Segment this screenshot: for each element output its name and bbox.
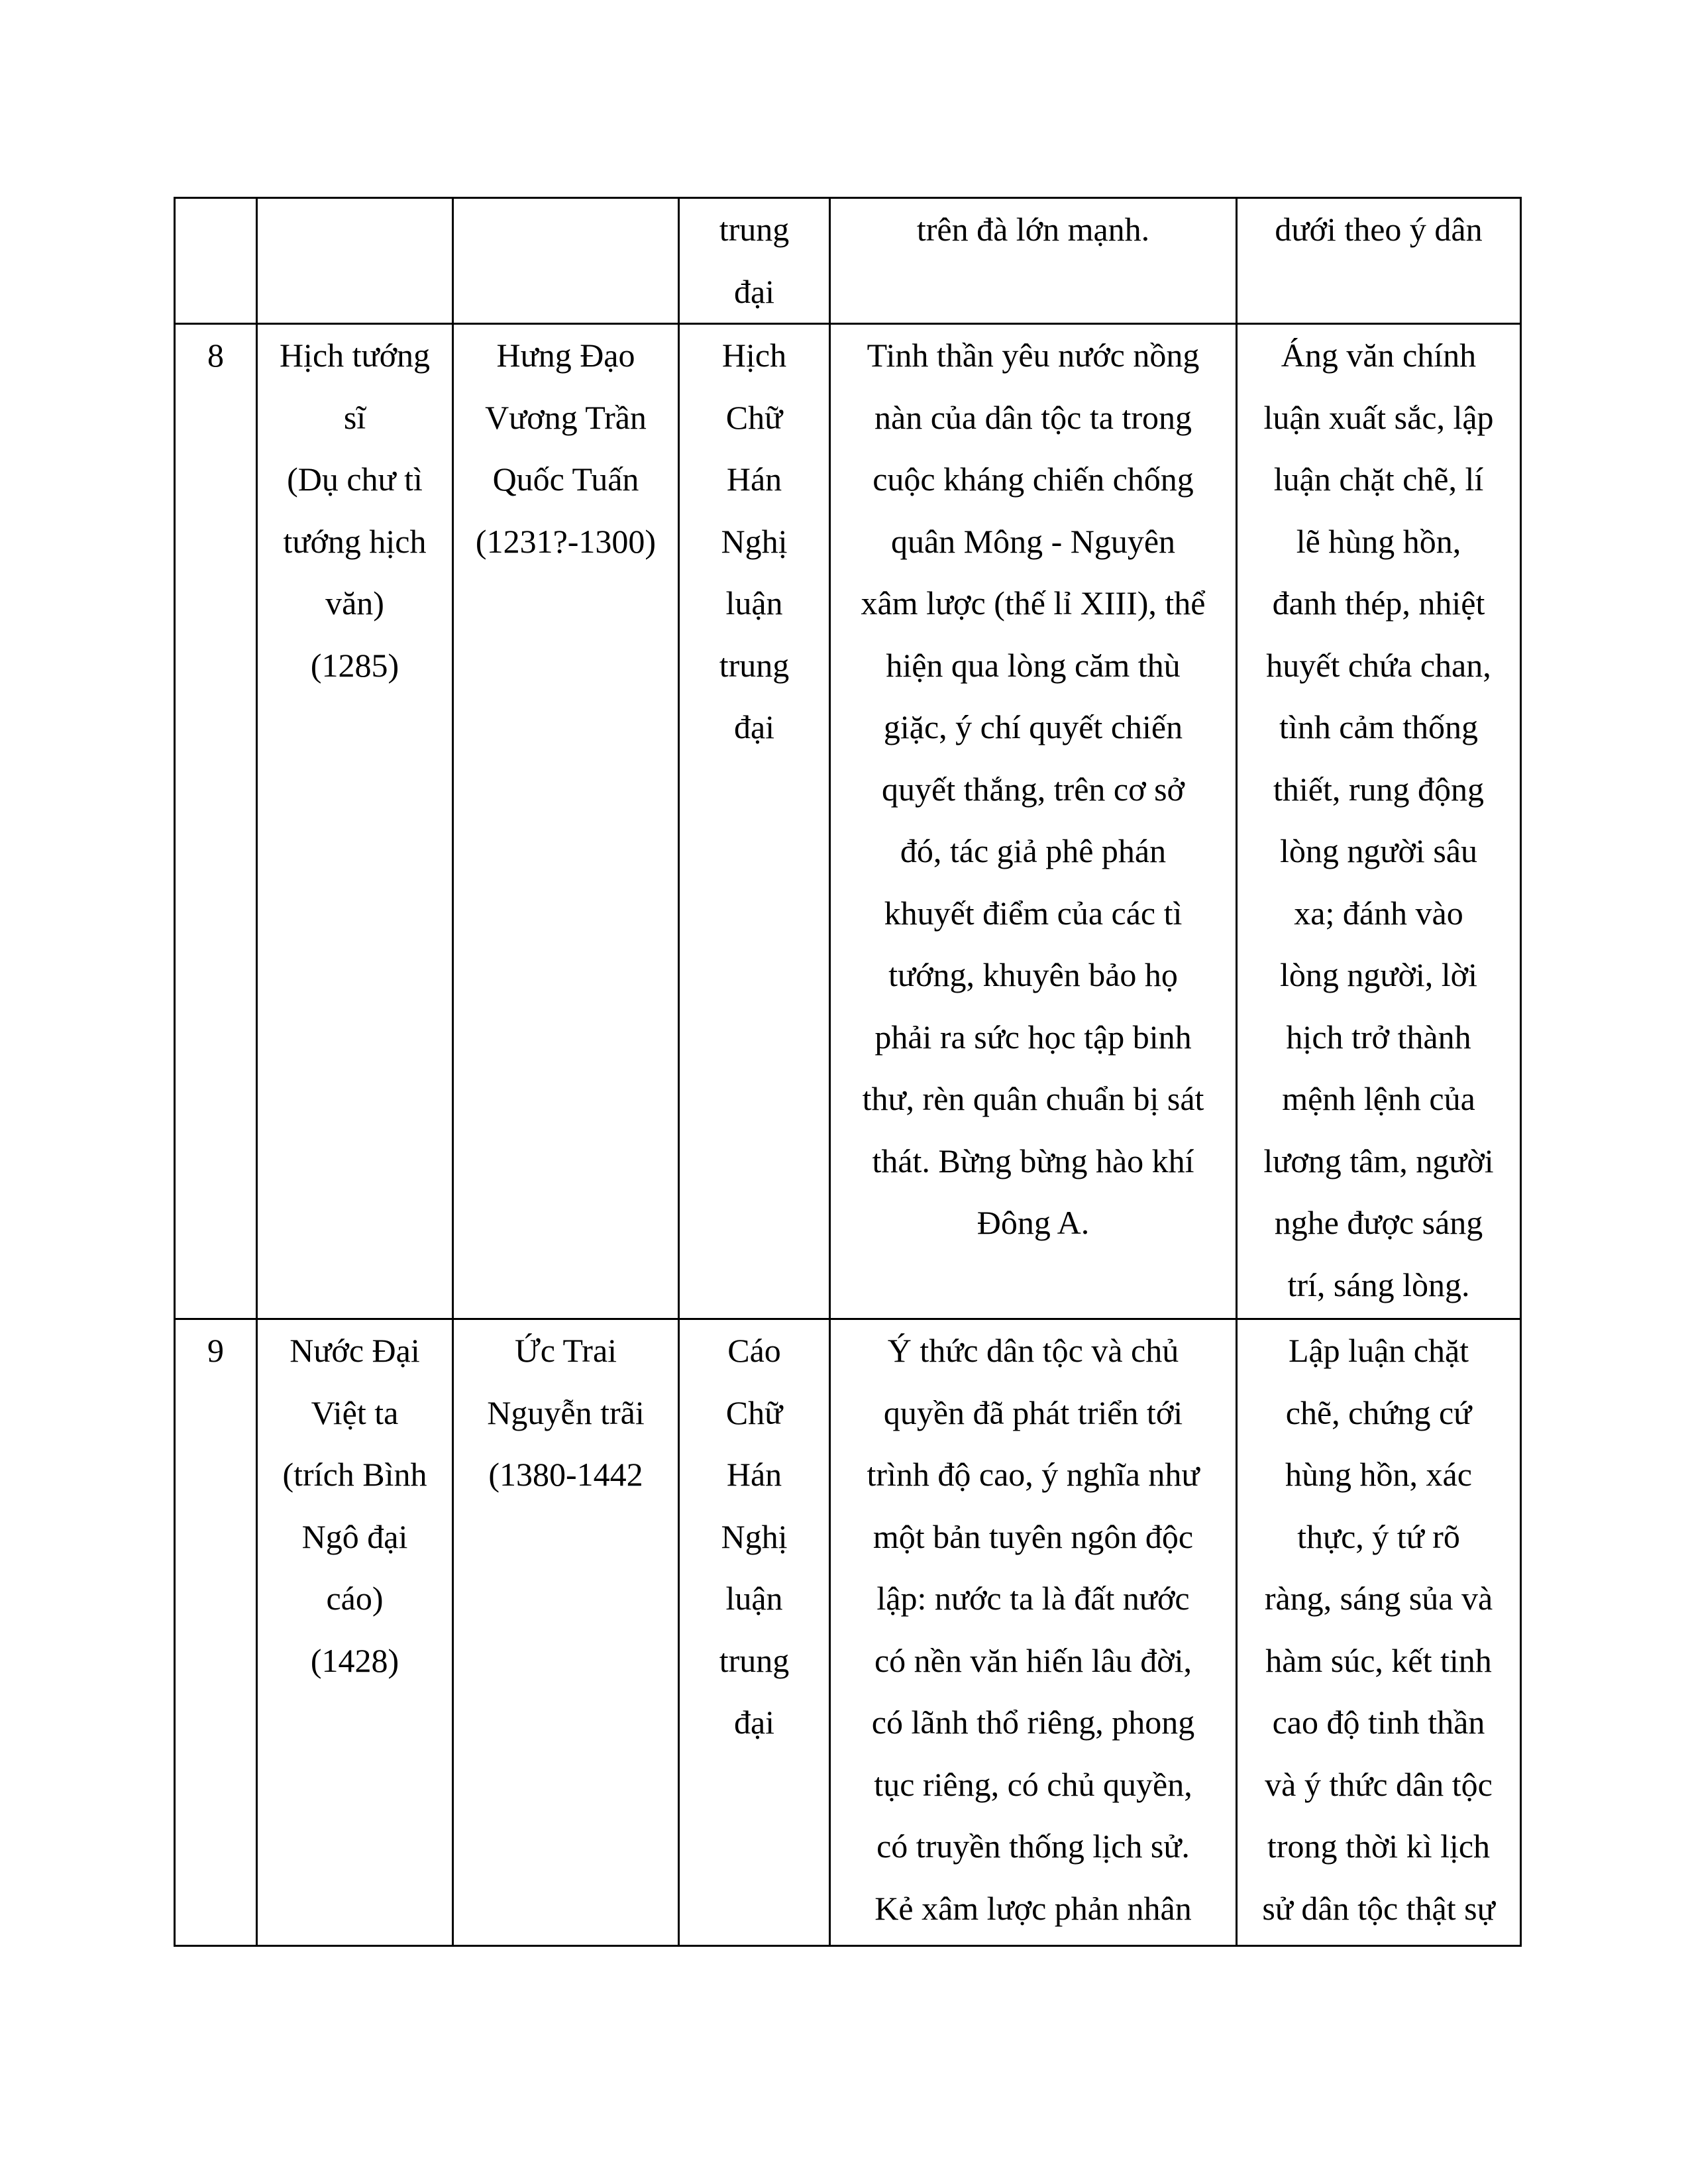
genre-text-line: Hịch bbox=[721, 337, 787, 374]
genre-text-line: Cáo bbox=[727, 1332, 781, 1369]
cell-title bbox=[257, 198, 453, 324]
table-row bbox=[175, 1319, 1521, 1946]
art-text-line: lòng người sâu bbox=[1280, 832, 1477, 869]
genre-text-line: Hán bbox=[726, 1456, 782, 1493]
content-text-line: khuyết điểm của các tì bbox=[884, 894, 1183, 932]
cell-no bbox=[175, 1319, 257, 1946]
genre-text-line: Chữ bbox=[725, 1393, 783, 1431]
table-body bbox=[175, 198, 1521, 1946]
title-text-line: (1428) bbox=[310, 1641, 399, 1679]
cell-no bbox=[175, 324, 257, 1319]
art-text-line: lương tâm, người bbox=[1263, 1142, 1494, 1179]
cell-author bbox=[453, 198, 679, 324]
art-text-line: cao độ tinh thần bbox=[1272, 1704, 1485, 1741]
genre-text-line: luận bbox=[725, 1580, 783, 1617]
content-text-line: quyền đã phát triển tới bbox=[883, 1393, 1183, 1431]
genre-text-line: Nghị bbox=[721, 1517, 788, 1555]
art-text-line: xa; đánh vào bbox=[1294, 894, 1463, 932]
art-text-line: lòng người, lời bbox=[1279, 956, 1478, 993]
content-text-line: thư, rèn quân chuẩn bị sát bbox=[862, 1080, 1204, 1117]
art-text-line: Áng văn chính bbox=[1281, 337, 1477, 374]
genre-text-line: đại bbox=[733, 1704, 775, 1741]
cell-content bbox=[830, 324, 1237, 1319]
author-text-line: Vương Trần bbox=[485, 398, 647, 436]
art-text-line: hùng hồn, xác bbox=[1285, 1456, 1472, 1493]
title-text-line: cáo) bbox=[326, 1580, 384, 1617]
content-text-line: có truyền thống lịch sử. bbox=[876, 1828, 1190, 1865]
genre-text-line: đại bbox=[733, 708, 775, 745]
cell-content bbox=[830, 1319, 1237, 1946]
content-text-line: đó, tác giả phê phán bbox=[900, 832, 1167, 869]
cell-author bbox=[453, 324, 679, 1319]
genre-text-line: trung bbox=[719, 646, 790, 684]
cell-genre bbox=[679, 198, 830, 324]
cell-art bbox=[1237, 1319, 1521, 1946]
author-text-line: Ức Trai bbox=[514, 1332, 617, 1369]
art-text-line: thực, ý tứ rõ bbox=[1297, 1517, 1460, 1555]
author-text-line: Nguyễn trãi bbox=[487, 1393, 645, 1431]
cell-title bbox=[257, 324, 453, 1319]
cell-author bbox=[453, 1319, 679, 1946]
art-text-line: huyết chứa chan, bbox=[1266, 646, 1491, 684]
no-text-line: 8 bbox=[207, 337, 224, 374]
cell-art bbox=[1237, 198, 1521, 324]
content-text-line: cuộc kháng chiến chống bbox=[872, 461, 1194, 498]
content-text-line: trên đà lớn mạnh. bbox=[916, 211, 1150, 248]
content-text-line: xâm lược (thế lỉ XIII), thể bbox=[861, 584, 1206, 622]
art-text-line: luận xuất sắc, lập bbox=[1263, 398, 1494, 436]
art-text-line: luận chặt chẽ, lí bbox=[1273, 461, 1484, 498]
art-text-line: trí, sáng lòng. bbox=[1287, 1266, 1470, 1303]
content-text-line: quyết thắng, trên cơ sở bbox=[882, 770, 1185, 808]
content-text-line: Kẻ xâm lược phản nhân bbox=[874, 1889, 1192, 1927]
content-text-line: thát. Bừng bừng hào khí bbox=[872, 1142, 1194, 1179]
content-text-line: Đông A. bbox=[977, 1204, 1090, 1241]
title-text-line: sĩ bbox=[343, 398, 366, 436]
content-text-line: có lãnh thổ riêng, phong bbox=[871, 1704, 1195, 1741]
art-text-line: và ý thức dân tộc bbox=[1265, 1765, 1493, 1803]
content-text-line: một bản tuyên ngôn độc bbox=[872, 1517, 1194, 1555]
title-text-line: (trích Bình bbox=[282, 1456, 427, 1493]
title-text-line: văn) bbox=[325, 584, 384, 622]
title-text-line: Việt ta bbox=[311, 1393, 399, 1431]
art-text-line: lẽ hùng hồn, bbox=[1296, 522, 1461, 560]
cell-content bbox=[830, 198, 1237, 324]
title-text-line: Ngô đại bbox=[301, 1517, 408, 1555]
title-text-line: Nước Đại bbox=[290, 1332, 420, 1369]
title-text-line: Hịch tướng bbox=[279, 337, 431, 374]
art-text-line: hàm súc, kết tinh bbox=[1265, 1641, 1492, 1679]
art-text-line: thiết, rung động bbox=[1273, 770, 1485, 808]
art-text-line: ràng, sáng sủa và bbox=[1264, 1580, 1493, 1617]
title-text-line: (Dụ chư tì bbox=[287, 461, 423, 498]
cell-no bbox=[175, 198, 257, 324]
cell-genre bbox=[679, 1319, 830, 1946]
art-text-line: nghe được sáng bbox=[1274, 1204, 1483, 1241]
art-text-line: tình cảm thống bbox=[1279, 708, 1478, 745]
art-text-line: trong thời kì lịch bbox=[1267, 1828, 1491, 1865]
author-text-line: (1380-1442 bbox=[488, 1456, 643, 1493]
cell-art bbox=[1237, 324, 1521, 1319]
art-text-line: đanh thép, nhiệt bbox=[1272, 584, 1485, 622]
art-text-line: Lập luận chặt bbox=[1288, 1332, 1469, 1369]
genre-text-line: luận bbox=[725, 584, 783, 622]
content-text-line: Ý thức dân tộc và chủ bbox=[887, 1332, 1179, 1369]
genre-text-line: Nghị bbox=[721, 522, 788, 560]
genre-text-line: trung bbox=[719, 1641, 790, 1679]
title-text-line: (1285) bbox=[310, 646, 399, 684]
content-text-line: trình độ cao, ý nghĩa như bbox=[867, 1456, 1200, 1493]
author-text-line: (1231?-1300) bbox=[475, 522, 657, 560]
content-text-line: phải ra sức học tập binh bbox=[874, 1018, 1192, 1056]
content-text-line: tục riêng, có chủ quyền, bbox=[874, 1765, 1192, 1803]
author-text-line: Quốc Tuấn bbox=[492, 461, 639, 498]
content-text-line: quân Mông - Nguyên bbox=[890, 522, 1176, 560]
no-text-line: 9 bbox=[207, 1332, 224, 1369]
content-text-line: có nền văn hiến lâu đời, bbox=[874, 1641, 1192, 1679]
genre-text-line: Hán bbox=[726, 461, 782, 498]
content-text-line: Tinh thần yêu nước nồng bbox=[867, 337, 1200, 374]
art-text-line: chẽ, chứng cứ bbox=[1285, 1393, 1472, 1431]
content-text-line: lập: nước ta là đất nước bbox=[876, 1580, 1190, 1617]
cell-genre bbox=[679, 324, 830, 1319]
table-row bbox=[175, 324, 1521, 1319]
art-text-line: sử dân tộc thật sự bbox=[1262, 1889, 1495, 1927]
title-text-line: tướng hịch bbox=[283, 522, 427, 560]
art-text-line: hịch trở thành bbox=[1286, 1018, 1471, 1056]
content-text-line: nàn của dân tộc ta trong bbox=[874, 398, 1192, 436]
content-text-line: giặc, ý chí quyết chiến bbox=[883, 708, 1183, 745]
genre-text-line: Chữ bbox=[725, 398, 783, 436]
genre-text-line: trung bbox=[719, 211, 790, 248]
author-text-line: Hưng Đạo bbox=[496, 337, 635, 374]
genre-text-line: đại bbox=[733, 272, 775, 310]
table-row bbox=[175, 198, 1521, 324]
literature-table bbox=[174, 197, 1522, 1947]
content-text-line: tướng, khuyên bảo họ bbox=[888, 956, 1178, 993]
content-text-line: hiện qua lòng căm thù bbox=[886, 646, 1181, 684]
art-text-line: mệnh lệnh của bbox=[1282, 1080, 1475, 1117]
art-text-line: dưới theo ý dân bbox=[1275, 211, 1483, 248]
cell-title bbox=[257, 1319, 453, 1946]
